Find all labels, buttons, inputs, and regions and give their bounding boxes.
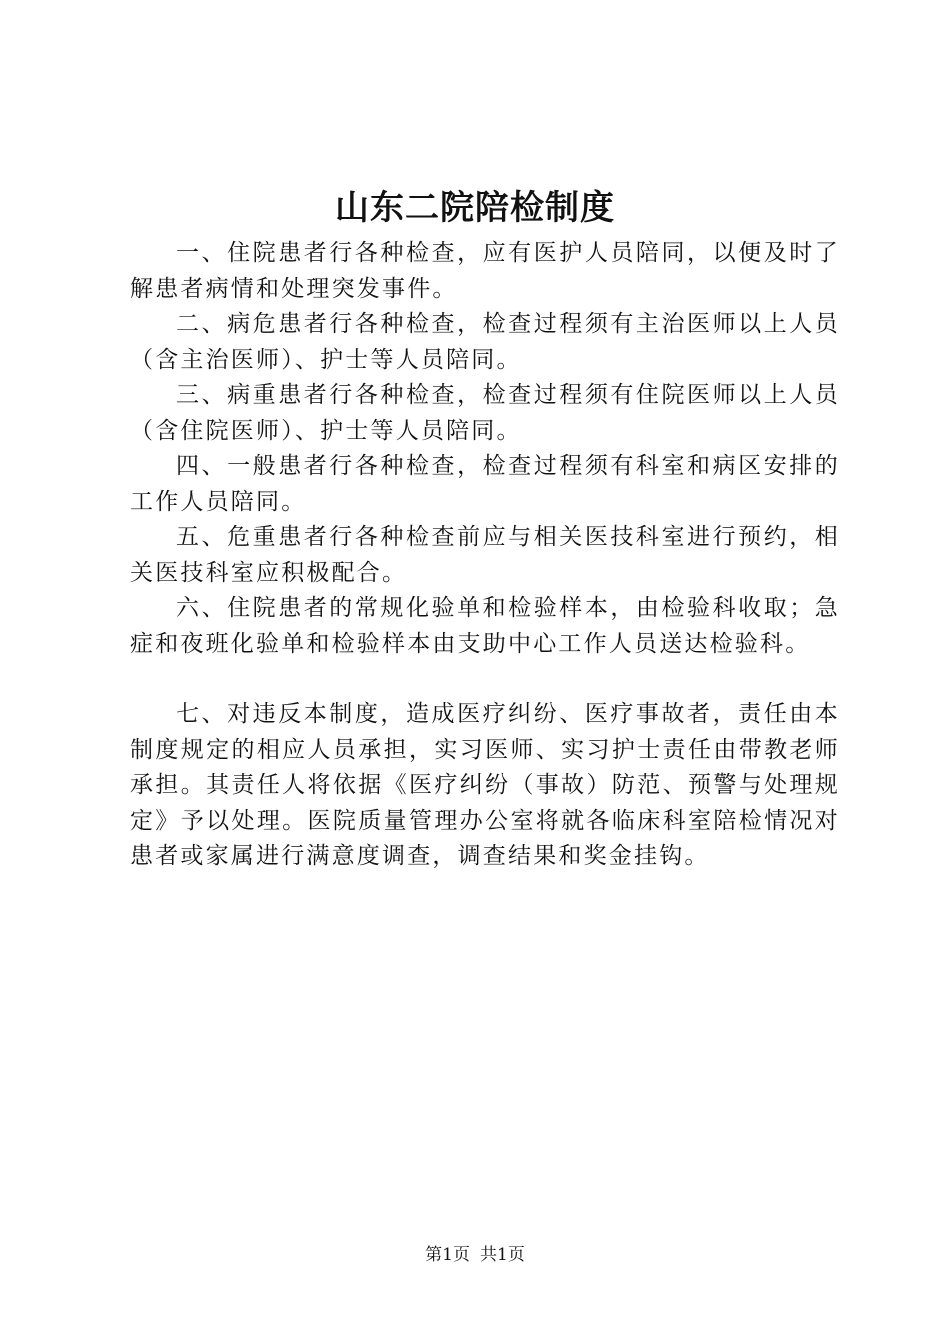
document-body [130, 236, 840, 875]
paragraph-3: 三、病重患者行各种检查，检查过程须有住院医师以上人员（含住院医师）、护士等人员陪同。 [130, 382, 840, 444]
page-number-total: 共1页 [480, 1245, 525, 1265]
page-footer [0, 1243, 950, 1267]
paragraph-5: 五、危重患者行各种检查前应与相关医技科室进行预约，相关医技科室应积极配合。 [130, 524, 840, 586]
paragraph-6: 六、住院患者的常规化验单和检验样本，由检验科收取；急症和夜班化验单和检验样本由支助中心工作人员送达检验科。 [130, 595, 840, 657]
page-number-current: 第1页 [425, 1245, 470, 1265]
paragraph-4: 四、一般患者行各种检查，检查过程须有科室和病区安排的工作人员陪同。 [130, 453, 840, 515]
paragraph-1: 一、住院患者行各种检查，应有医护人员陪同，以便及时了解患者病情和处理突发事件。 [130, 240, 840, 302]
paragraph-7: 七、对违反本制度，造成医疗纠纷、医疗事故者，责任由本制度规定的相应人员承担，实习医师、实习护士责任由带教老师承担。其责任人将依据《医疗纠纷（事故）防范、预警与处理规定》予以处理。医院质量管理办公室将就各临床科室陪检情况对患者或家属进行满意度调查，调查结果和奖金挂钩。 [130, 701, 840, 869]
document-title: 山东二院陪检制度 [335, 188, 615, 228]
paragraph-2: 二、病危患者行各种检查，检查过程须有主治医师以上人员（含主治医师）、护士等人员陪同。 [130, 311, 840, 373]
